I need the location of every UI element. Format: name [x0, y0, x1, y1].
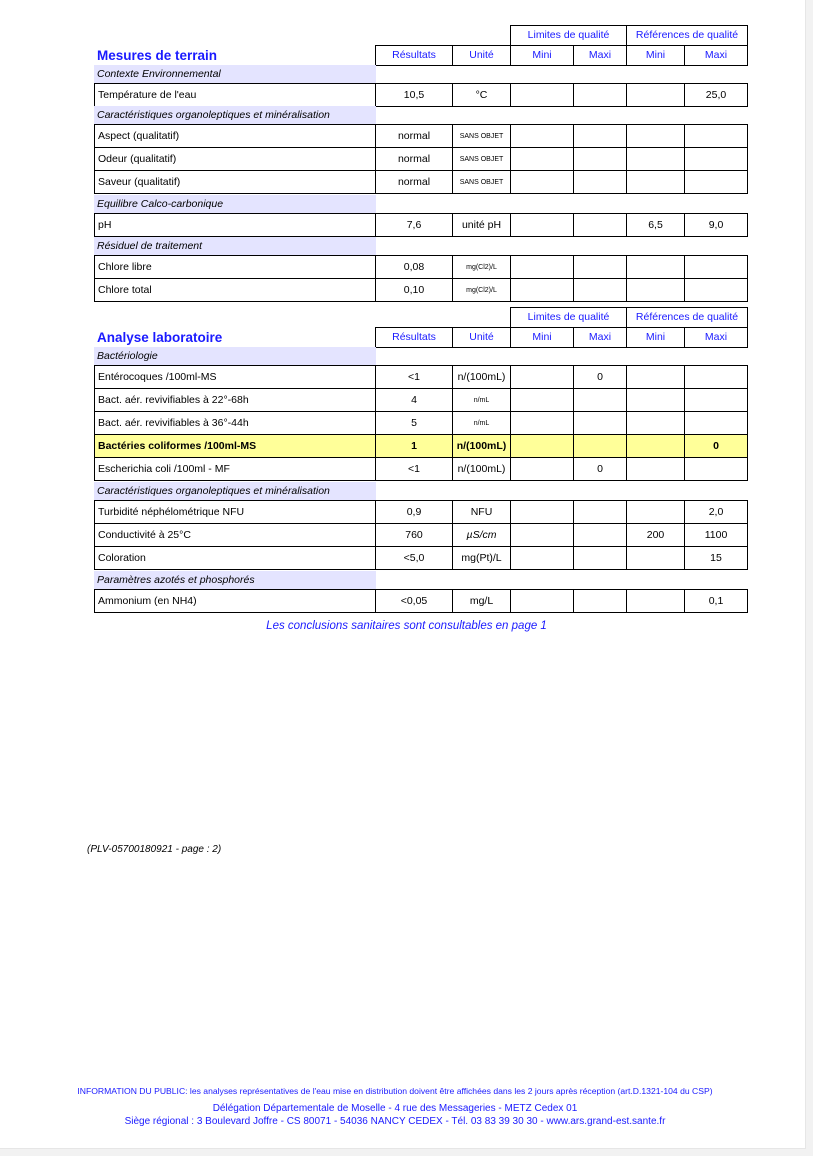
limit-min-value	[510, 365, 574, 389]
reference-min-value	[626, 457, 685, 481]
conclusion-note: Les conclusions sanitaires sont consultables en page 1	[266, 620, 547, 632]
header-references-maxi: Maxi	[684, 45, 748, 66]
limit-max-value	[573, 124, 627, 148]
page-shadow-right	[806, 0, 813, 1156]
reference-max-value	[684, 365, 748, 389]
section-title: Analyse laboratoire	[97, 330, 223, 346]
category-row: Résiduel de traitement	[94, 237, 376, 255]
limit-min-value	[510, 388, 574, 412]
reference-max-value-highlighted: 0	[684, 434, 748, 458]
limit-min-value	[510, 83, 574, 107]
reference-min-value	[626, 278, 685, 302]
limit-min-value	[510, 589, 574, 613]
unit-value: °C	[452, 83, 511, 107]
parameter-name: Entérocoques /100ml-MS	[94, 365, 376, 389]
limit-max-value	[573, 388, 627, 412]
limit-max-value	[573, 546, 627, 570]
unit-value: µS/cm	[452, 523, 511, 547]
unit-value: SANS OBJET	[452, 170, 511, 194]
header-references: Références de qualité	[626, 25, 748, 46]
unit-value: mg(Pt)/L	[452, 546, 511, 570]
header-limites-maxi: Maxi	[573, 45, 627, 66]
limit-min-value	[510, 278, 574, 302]
header-resultats: Résultats	[375, 45, 453, 66]
result-value: 0,9	[375, 500, 453, 524]
result-value: normal	[375, 170, 453, 194]
limit-min-value	[510, 411, 574, 435]
limit-min-value	[510, 546, 574, 570]
page-shadow-bottom	[0, 1149, 813, 1156]
limit-min-value	[510, 255, 574, 279]
reference-max-value: 0,1	[684, 589, 748, 613]
header-unite: Unité	[452, 45, 511, 66]
parameter-name: Coloration	[94, 546, 376, 570]
parameter-name: Ammonium (en NH4)	[94, 589, 376, 613]
unit-value: SANS OBJET	[452, 147, 511, 171]
parameter-name: Saveur (qualitatif)	[94, 170, 376, 194]
parameter-name: Aspect (qualitatif)	[94, 124, 376, 148]
reference-min-value	[626, 411, 685, 435]
reference-max-value	[684, 170, 748, 194]
limit-min-value	[510, 523, 574, 547]
parameter-name: Bact. aér. revivifiables à 22°-68h	[94, 388, 376, 412]
limit-max-value	[573, 255, 627, 279]
limit-max-value	[573, 83, 627, 107]
limit-max-value-highlighted	[573, 434, 627, 458]
header-references-mini: Mini	[626, 327, 685, 348]
reference-max-value	[684, 255, 748, 279]
parameter-name: Chlore libre	[94, 255, 376, 279]
parameter-name: Escherichia coli /100ml - MF	[94, 457, 376, 481]
page-reference: (PLV-05700180921 - page : 2)	[87, 844, 222, 855]
result-value: 0,08	[375, 255, 453, 279]
result-value: 5	[375, 411, 453, 435]
limit-max-value	[573, 523, 627, 547]
limit-min-value	[510, 124, 574, 148]
limit-max-value	[573, 411, 627, 435]
reference-max-value: 25,0	[684, 83, 748, 107]
reference-min-value	[626, 170, 685, 194]
reference-max-value	[684, 147, 748, 171]
reference-min-value	[626, 388, 685, 412]
result-value: normal	[375, 147, 453, 171]
reference-min-value	[626, 124, 685, 148]
result-value: 7,6	[375, 213, 453, 237]
category-row: Bactériologie	[94, 347, 376, 365]
limit-max-value: 0	[573, 365, 627, 389]
result-value: <1	[375, 457, 453, 481]
unit-value: n/mL	[452, 388, 511, 412]
header-references-mini: Mini	[626, 45, 685, 66]
header-references-maxi: Maxi	[684, 327, 748, 348]
result-value: 10,5	[375, 83, 453, 107]
result-value-highlighted: 1	[375, 434, 453, 458]
parameter-name: Conductivité à 25°C	[94, 523, 376, 547]
reference-max-value	[684, 124, 748, 148]
limit-max-value	[573, 147, 627, 171]
reference-max-value	[684, 457, 748, 481]
header-unite: Unité	[452, 327, 511, 348]
limit-max-value	[573, 500, 627, 524]
result-value: <5,0	[375, 546, 453, 570]
reference-min-value	[626, 500, 685, 524]
category-row: Caractéristiques organoleptiques et minéralisation	[94, 482, 376, 500]
reference-max-value: 1100	[684, 523, 748, 547]
footer-address-line-1: Délégation Départementale de Moselle - 4 rue des Messageries - METZ Cedex 01	[212, 1103, 578, 1114]
parameter-name: Bact. aér. revivifiables à 36°-44h	[94, 411, 376, 435]
limit-max-value	[573, 170, 627, 194]
reference-max-value: 15	[684, 546, 748, 570]
header-limites-mini: Mini	[510, 327, 574, 348]
reference-max-value	[684, 278, 748, 302]
category-row: Caractéristiques organoleptiques et minéralisation	[94, 106, 376, 124]
reference-max-value: 9,0	[684, 213, 748, 237]
unit-value: mg/L	[452, 589, 511, 613]
unit-value: mg(Cl2)/L	[452, 278, 511, 302]
section-title: Mesures de terrain	[97, 48, 218, 64]
limit-max-value	[573, 589, 627, 613]
header-limites: Limites de qualité	[510, 307, 627, 328]
unit-value: n/(100mL)	[452, 457, 511, 481]
limit-min-value	[510, 500, 574, 524]
unit-value: SANS OBJET	[452, 124, 511, 148]
footer-address-line-2: Siège régional : 3 Boulevard Joffre - CS 80071 - 54036 NANCY CEDEX - Tél. 03 83 39 30 30 - www.ars.grand-est.sante.fr	[124, 1116, 666, 1127]
header-references: Références de qualité	[626, 307, 748, 328]
limit-max-value	[573, 278, 627, 302]
category-row: Contexte Environnemental	[94, 65, 376, 83]
result-value: <1	[375, 365, 453, 389]
category-row: Paramètres azotés et phosphorés	[94, 571, 376, 589]
unit-value: unité pH	[452, 213, 511, 237]
parameter-name: Turbidité néphélométrique NFU	[94, 500, 376, 524]
result-value: 0,10	[375, 278, 453, 302]
parameter-name-highlighted: Bactéries coliformes /100ml-MS	[94, 434, 376, 458]
limit-min-value	[510, 147, 574, 171]
reference-max-value: 2,0	[684, 500, 748, 524]
result-value: 760	[375, 523, 453, 547]
header-limites: Limites de qualité	[510, 25, 627, 46]
parameter-name: Odeur (qualitatif)	[94, 147, 376, 171]
parameter-name: Température de l'eau	[94, 83, 376, 107]
header-limites-maxi: Maxi	[573, 327, 627, 348]
reference-min-value: 6,5	[626, 213, 685, 237]
unit-value: NFU	[452, 500, 511, 524]
category-row: Equilibre Calco-carbonique	[94, 195, 376, 213]
header-limites-mini: Mini	[510, 45, 574, 66]
unit-value: n/mL	[452, 411, 511, 435]
reference-min-value	[626, 365, 685, 389]
limit-min-value-highlighted	[510, 434, 574, 458]
reference-min-value	[626, 147, 685, 171]
result-value: normal	[375, 124, 453, 148]
reference-min-value	[626, 83, 685, 107]
reference-min-value: 200	[626, 523, 685, 547]
unit-value-highlighted: n/(100mL)	[452, 434, 511, 458]
limit-min-value	[510, 213, 574, 237]
limit-min-value	[510, 170, 574, 194]
parameter-name: pH	[94, 213, 376, 237]
parameter-name: Chlore total	[94, 278, 376, 302]
limit-min-value	[510, 457, 574, 481]
reference-max-value	[684, 411, 748, 435]
unit-value: mg(Cl2)/L	[452, 255, 511, 279]
reference-min-value	[626, 546, 685, 570]
reference-min-value	[626, 589, 685, 613]
reference-max-value	[684, 388, 748, 412]
limit-max-value: 0	[573, 457, 627, 481]
result-value: 4	[375, 388, 453, 412]
reference-min-value	[626, 255, 685, 279]
unit-value: n/(100mL)	[452, 365, 511, 389]
header-resultats: Résultats	[375, 327, 453, 348]
footer-public-info: INFORMATION DU PUBLIC: les analyses représentatives de l'eau mise en distribution doivent être affichées dans les 2 jours après réception (art.D.1321-104 du CSP)	[77, 1086, 713, 1096]
limit-max-value	[573, 213, 627, 237]
result-value: <0,05	[375, 589, 453, 613]
reference-min-value-highlighted	[626, 434, 685, 458]
